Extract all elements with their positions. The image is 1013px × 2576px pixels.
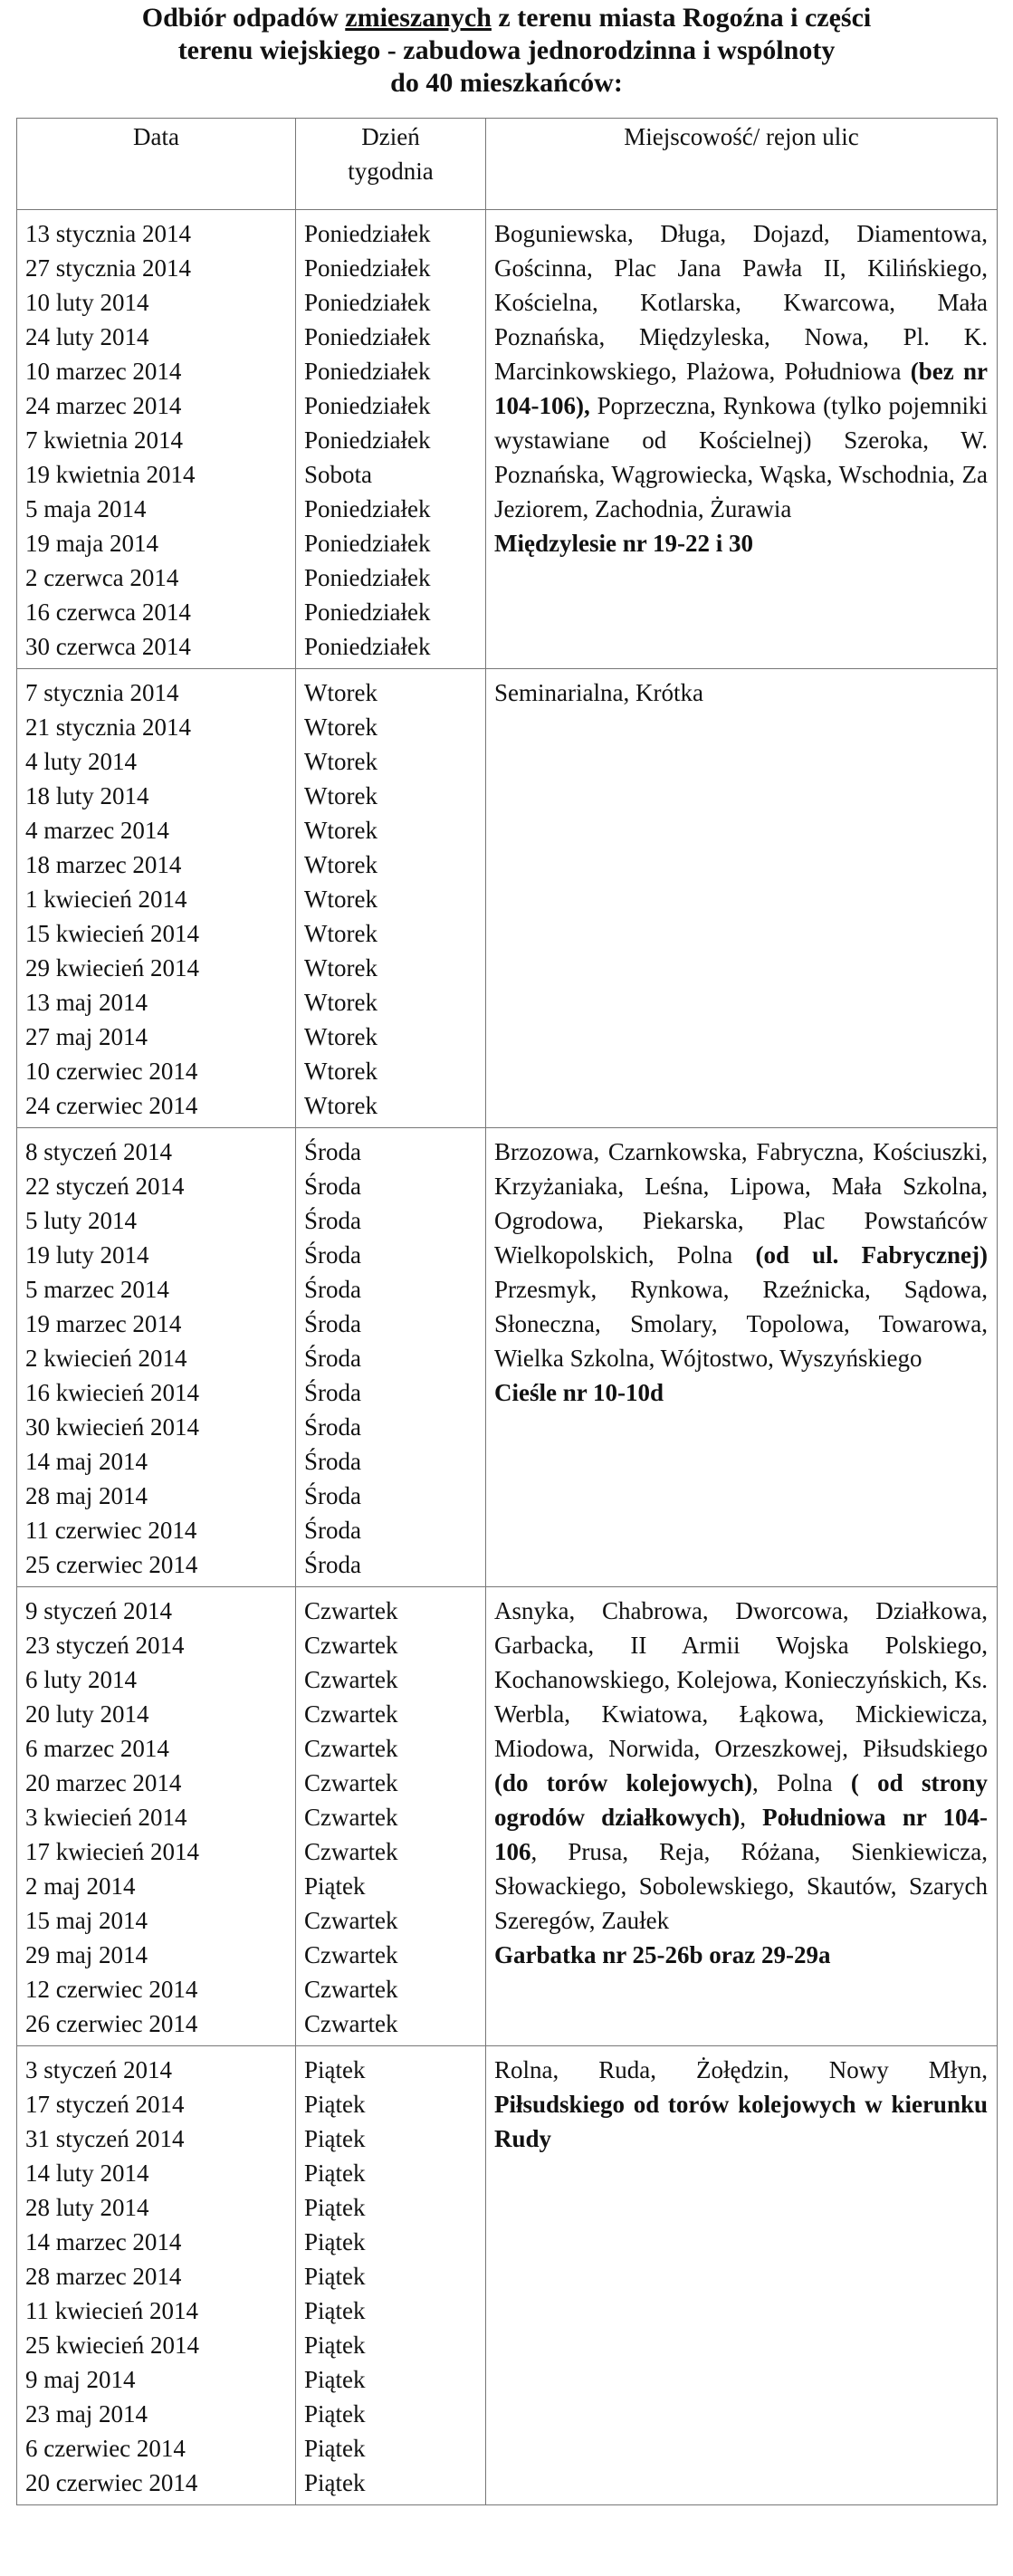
streets-segment: ,: [740, 1804, 763, 1831]
collection-date: 15 kwiecień 2014: [25, 920, 199, 947]
dates-cell: [17, 210, 296, 669]
schedule-body: [17, 210, 998, 2505]
collection-date: 14 maj 2014: [25, 1448, 148, 1475]
weekday: Czwartek: [304, 1597, 398, 1624]
collection-date: 30 kwiecień 2014: [25, 1413, 199, 1441]
weekday: Poniedziałek: [304, 599, 431, 626]
weekday: Środa: [304, 1173, 361, 1200]
weekday: Wtorek: [304, 1058, 377, 1085]
collection-date: 22 styczeń 2014: [25, 1173, 185, 1200]
collection-date: 28 luty 2014: [25, 2194, 149, 2221]
weekday: Środa: [304, 1482, 361, 1509]
weekday: Środa: [304, 1276, 361, 1303]
document-title: [54, 0, 960, 100]
weekday: Poniedziałek: [304, 323, 431, 350]
weekday: Środa: [304, 1138, 361, 1165]
weekday: Piątek: [304, 2332, 366, 2359]
schedule-group-row: [17, 1587, 998, 2046]
collection-date: 8 styczeń 2014: [25, 1138, 172, 1165]
streets-segment: Boguniewska, Długa, Dojazd, Diamentowa, Gościnna, Plac Jana Pawła II, Kilińskiego, Kościelna, Kotlarska, Kwarcowa, Mała Poznańska, Międzyleska, Nowa, Pl. K. Marcinkowskiego, Plażowa, Południowa: [494, 220, 988, 385]
collection-date: 29 kwiecień 2014: [25, 954, 199, 982]
collection-date: 11 czerwiec 2014: [25, 1517, 197, 1544]
weekday: Wtorek: [304, 782, 377, 809]
weekday: Sobota: [304, 461, 373, 488]
dates-cell: [17, 1587, 296, 2046]
weekdays-cell: [296, 669, 486, 1128]
weekday: Czwartek: [304, 1666, 398, 1693]
table-header-row: [17, 119, 998, 210]
weekday: Wtorek: [304, 748, 377, 775]
weekdays-cell: [296, 2046, 486, 2505]
weekday: Piątek: [304, 2091, 366, 2118]
collection-date: 26 czerwiec 2014: [25, 2010, 198, 2037]
collection-date: 19 maja 2014: [25, 530, 158, 557]
streets-cell: [486, 1587, 998, 2046]
weekday: Wtorek: [304, 713, 377, 741]
collection-date: 6 marzec 2014: [25, 1735, 169, 1762]
weekday: Środa: [304, 1551, 361, 1578]
weekday: Wtorek: [304, 989, 377, 1016]
collection-date: 24 czerwiec 2014: [25, 1092, 198, 1119]
collection-date: 3 kwiecień 2014: [25, 1804, 187, 1831]
collection-date: 27 maj 2014: [25, 1023, 148, 1050]
weekday: Piątek: [304, 2263, 366, 2290]
weekday: Wtorek: [304, 817, 377, 844]
collection-date: 7 kwietnia 2014: [25, 426, 183, 454]
dates-cell: [17, 2046, 296, 2505]
collection-date: 23 maj 2014: [25, 2400, 148, 2428]
collection-date: 25 czerwiec 2014: [25, 1551, 198, 1578]
collection-date: 14 luty 2014: [25, 2159, 149, 2187]
collection-date: 20 luty 2014: [25, 1700, 149, 1728]
dates-cell: [17, 669, 296, 1128]
streets-bold-segment: (bez nr 104-106),: [494, 358, 988, 419]
collection-date: 20 czerwiec 2014: [25, 2469, 198, 2496]
weekday: Piątek: [304, 2469, 366, 2496]
collection-date: 2 maj 2014: [25, 1872, 136, 1900]
collection-date: 7 stycznia 2014: [25, 679, 179, 706]
weekday: Piątek: [304, 2194, 366, 2221]
collection-date: 1 kwiecień 2014: [25, 886, 187, 913]
weekday: Poniedziałek: [304, 564, 431, 591]
collection-date: 2 kwiecień 2014: [25, 1345, 187, 1372]
collection-date: 5 maja 2014: [25, 495, 147, 522]
collection-date: 16 czerwca 2014: [25, 599, 191, 626]
weekday: Czwartek: [304, 1976, 398, 2003]
weekday: Środa: [304, 1207, 361, 1234]
collection-date: 29 maj 2014: [25, 1941, 148, 1968]
streets-bold-segment: ( od strony ogrodów działkowych): [494, 1769, 988, 1831]
streets-bold-segment: Południowa nr 104-106: [494, 1804, 988, 1865]
weekday: Środa: [304, 1517, 361, 1544]
weekday: Środa: [304, 1379, 361, 1406]
header-day-line1: Dzień: [361, 123, 420, 150]
collection-date: 4 marzec 2014: [25, 817, 169, 844]
collection-date: 19 luty 2014: [25, 1241, 149, 1269]
weekday: Czwartek: [304, 1769, 398, 1796]
weekday: Czwartek: [304, 1700, 398, 1728]
collection-date: 10 marzec 2014: [25, 358, 182, 385]
collection-date: 23 styczeń 2014: [25, 1632, 185, 1659]
weekdays-cell: [296, 1587, 486, 2046]
weekday: Poniedziałek: [304, 358, 431, 385]
collection-date: 10 czerwiec 2014: [25, 1058, 198, 1085]
collection-date: 17 styczeń 2014: [25, 2091, 185, 2118]
streets-bold-segment: Cieśle nr 10-10d: [494, 1379, 664, 1406]
title-line1-underlined: zmieszanych: [345, 3, 492, 33]
weekday: Wtorek: [304, 851, 377, 878]
weekday: Poniedziałek: [304, 392, 431, 419]
weekday: Wtorek: [304, 1023, 377, 1050]
collection-date: 11 kwiecień 2014: [25, 2297, 198, 2324]
streets-segment: Brzozowa, Czarnkowska, Fabryczna, Kościuszki, Krzyżaniaka, Leśna, Lipowa, Mała Szkolna, Ogrodowa, Piekarska, Plac Powstańców Wielkopolskich, Polna: [494, 1138, 988, 1269]
weekday: Poniedziałek: [304, 426, 431, 454]
weekday: Piątek: [304, 2435, 366, 2462]
collection-date: 6 czerwiec 2014: [25, 2435, 186, 2462]
collection-date: 28 marzec 2014: [25, 2263, 182, 2290]
schedule-group-row: [17, 210, 998, 669]
collection-date: 30 czerwca 2014: [25, 633, 191, 660]
collection-date: 10 luty 2014: [25, 289, 149, 316]
weekday: Czwartek: [304, 1735, 398, 1762]
collection-date: 4 luty 2014: [25, 748, 138, 775]
collection-date: 24 luty 2014: [25, 323, 149, 350]
weekday: Czwartek: [304, 2010, 398, 2037]
header-area: Miejscowość/ rejon ulic: [486, 119, 998, 210]
collection-date: 27 stycznia 2014: [25, 254, 191, 282]
weekday: Środa: [304, 1345, 361, 1372]
streets-bold-segment: Piłsudskiego od torów kolejowych w kierunku Rudy: [494, 2091, 988, 2152]
streets-segment: Asnyka, Chabrowa, Dworcowa, Działkowa, Garbacka, II Armii Wojska Polskiego, Kochanowskiego, Kolejowa, Konieczyńskich, Ks. Werbla, Kwiatowa, Łąkowa, Mickiewicza, Miodowa, Norwida, Orzeszkowej, Piłsudskiego: [494, 1597, 988, 1762]
collection-date: 18 marzec 2014: [25, 851, 182, 878]
weekday: Środa: [304, 1448, 361, 1475]
weekday: Środa: [304, 1310, 361, 1337]
streets-segment: , Prusa, Reja, Różana, Sienkiewicza, Słowackiego, Sobolewskiego, Skautów, Szarych Szeregów, Zaułek: [494, 1838, 988, 1934]
weekday: Poniedziałek: [304, 530, 431, 557]
collection-date: 5 luty 2014: [25, 1207, 138, 1234]
collection-date: 13 stycznia 2014: [25, 220, 191, 247]
weekday: Poniedziałek: [304, 633, 431, 660]
weekday: Poniedziałek: [304, 495, 431, 522]
weekday: Wtorek: [304, 679, 377, 706]
collection-date: 21 stycznia 2014: [25, 713, 191, 741]
collection-date: 14 marzec 2014: [25, 2228, 182, 2255]
weekday: Piątek: [304, 1872, 366, 1900]
weekday: Czwartek: [304, 1632, 398, 1659]
streets-bold-segment: Garbatka nr 25-26b oraz 29-29a: [494, 1941, 831, 1968]
weekday: Piątek: [304, 2056, 366, 2083]
weekday: Piątek: [304, 2366, 366, 2393]
collection-date: 9 styczeń 2014: [25, 1597, 172, 1624]
streets-segment: Przesmyk, Rynkowa, Rzeźnicka, Sądowa, Słoneczna, Smolary, Topolowa, Towarowa, Wielka Szkolna, Wójtostwo, Wyszyńskiego: [494, 1276, 988, 1372]
streets-cell: [486, 2046, 998, 2505]
collection-date: 5 marzec 2014: [25, 1276, 169, 1303]
weekdays-cell: [296, 210, 486, 669]
collection-date: 6 luty 2014: [25, 1666, 138, 1693]
weekday: Środa: [304, 1413, 361, 1441]
collection-date: 13 maj 2014: [25, 989, 148, 1016]
streets-segment: Seminarialna, Krótka: [494, 679, 703, 706]
collection-date: 19 kwietnia 2014: [25, 461, 196, 488]
collection-date: 16 kwiecień 2014: [25, 1379, 199, 1406]
collection-date: 19 marzec 2014: [25, 1310, 182, 1337]
weekday: Wtorek: [304, 954, 377, 982]
streets-cell: [486, 1128, 998, 1587]
streets-bold-segment: (od ul. Fabrycznej): [755, 1241, 989, 1269]
title-line3: do 40 mieszkańców:: [390, 68, 623, 98]
weekday: Piątek: [304, 2400, 366, 2428]
schedule-group-row: [17, 1128, 998, 1587]
collection-date: 25 kwiecień 2014: [25, 2332, 199, 2359]
title-line1-start: Odbiór odpadów: [141, 3, 346, 33]
header-date: Data: [17, 119, 296, 210]
weekday: Czwartek: [304, 1838, 398, 1865]
weekday: Wtorek: [304, 920, 377, 947]
weekday: Czwartek: [304, 1804, 398, 1831]
weekday: Piątek: [304, 2297, 366, 2324]
weekday: Poniedziałek: [304, 220, 431, 247]
weekday: Piątek: [304, 2125, 366, 2152]
title-line2: terenu wiejskiego - zabudowa jednorodzinna i wspólnoty: [177, 35, 836, 65]
weekday: Poniedziałek: [304, 289, 431, 316]
streets-segment: , Polna: [752, 1769, 851, 1796]
schedule-group-row: [17, 669, 998, 1128]
collection-date: 20 marzec 2014: [25, 1769, 182, 1796]
weekdays-cell: [296, 1128, 486, 1587]
weekday: Czwartek: [304, 1907, 398, 1934]
collection-date: 3 styczeń 2014: [25, 2056, 172, 2083]
streets-bold-segment: (do torów kolejowych): [494, 1769, 753, 1796]
collection-date: 17 kwiecień 2014: [25, 1838, 199, 1865]
collection-schedule-table: [16, 118, 998, 2505]
dates-cell: [17, 1128, 296, 1587]
header-day: [296, 119, 486, 210]
collection-date: 31 styczeń 2014: [25, 2125, 185, 2152]
collection-date: 24 marzec 2014: [25, 392, 182, 419]
streets-cell: [486, 669, 998, 1128]
streets-segment: Poprzeczna, Rynkowa (tylko pojemniki wystawiane od Kościelnej) Szeroka, W. Poznańska, Wągrowiecka, Wąska, Wschodnia, Za Jeziorem, Zachodnia, Żurawia: [494, 392, 988, 522]
title-line1-end: z terenu miasta Rogoźna i części: [491, 3, 872, 33]
streets-bold-segment: Międzylesie nr 19-22 i 30: [494, 530, 753, 557]
header-day-line2: tygodnia: [348, 158, 434, 185]
weekday: Wtorek: [304, 1092, 377, 1119]
weekday: Wtorek: [304, 886, 377, 913]
collection-date: 9 maj 2014: [25, 2366, 136, 2393]
weekday: Piątek: [304, 2159, 366, 2187]
weekday: Czwartek: [304, 1941, 398, 1968]
weekday: Poniedziałek: [304, 254, 431, 282]
streets-segment: Rolna, Ruda, Żołędzin, Nowy Młyn,: [494, 2056, 988, 2083]
weekday: Piątek: [304, 2228, 366, 2255]
collection-date: 2 czerwca 2014: [25, 564, 179, 591]
collection-date: 28 maj 2014: [25, 1482, 148, 1509]
collection-date: 12 czerwiec 2014: [25, 1976, 198, 2003]
weekday: Środa: [304, 1241, 361, 1269]
collection-date: 18 luty 2014: [25, 782, 149, 809]
streets-cell: [486, 210, 998, 669]
collection-date: 15 maj 2014: [25, 1907, 148, 1934]
schedule-group-row: [17, 2046, 998, 2505]
